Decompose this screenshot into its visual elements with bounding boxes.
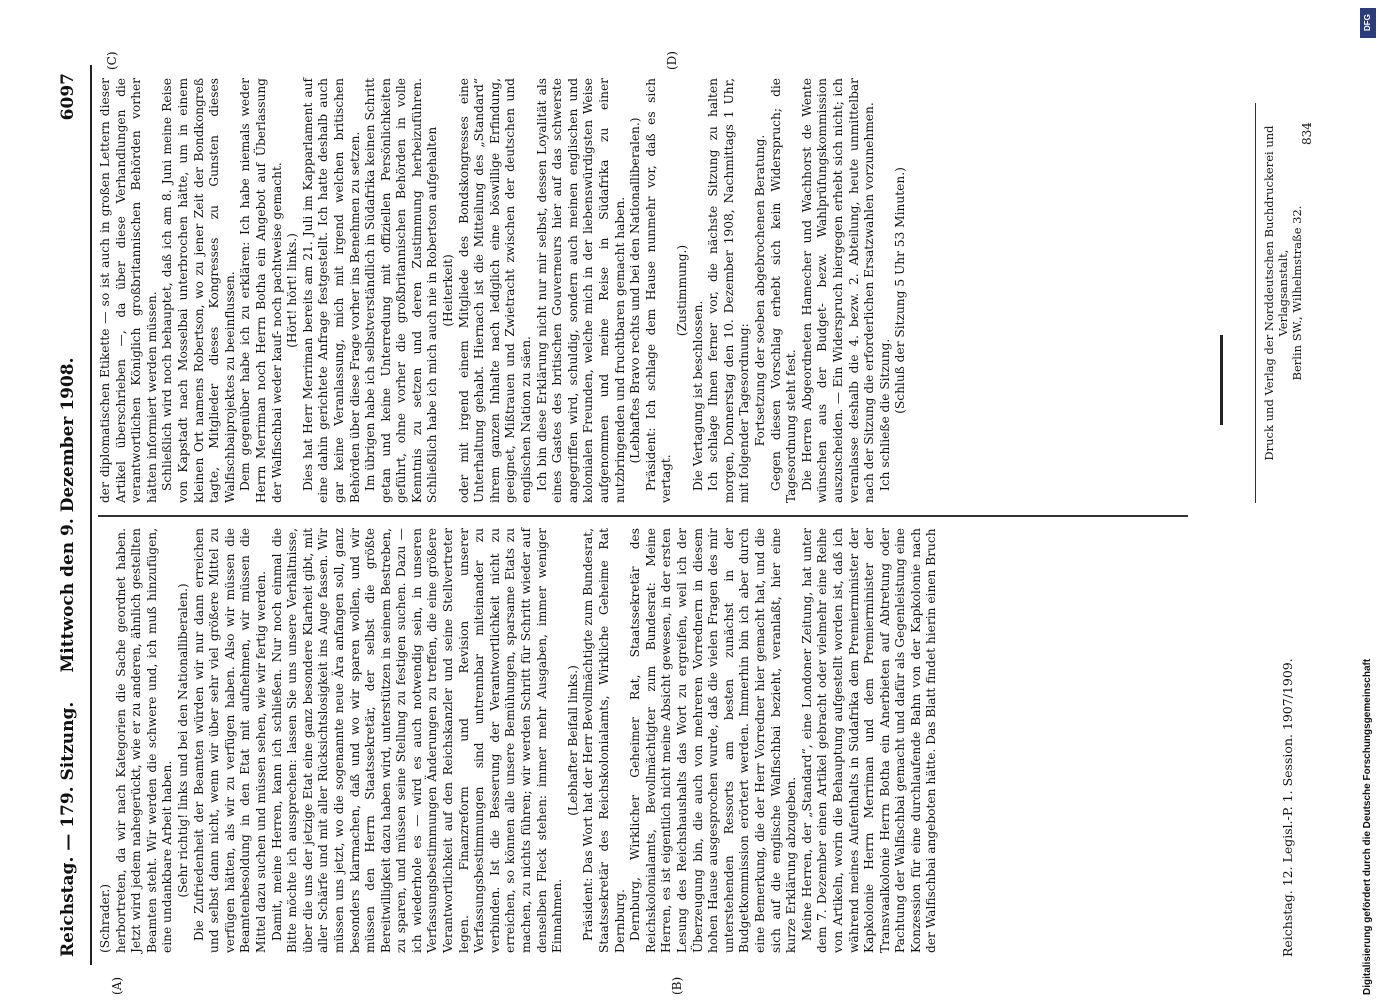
margin-marker-a: (A) (110, 976, 124, 995)
paragraph: (Lebhaftes Bravo rechts und bei den Nationalliberalen.) (628, 117, 643, 464)
footer-page-number: 834 (1300, 122, 1314, 145)
header-rule (90, 65, 92, 965)
paragraph: (Hört! hört! links.) (285, 233, 300, 348)
paragraph: Fortsetzung der soeben abgebrochenen Beratung. (752, 134, 767, 447)
paragraph: Ich schließe die Sitzung. (877, 338, 892, 491)
paragraph: (Zustimmung.) (674, 244, 689, 337)
paragraph: Dernburg, Wirklicher Geheimer Rat, Staatssekretär des Reichskolonialamts, Bevollmächtigter zum Bundesrat: Meine Herren, es ist eigentlich nicht meine Absicht gewesen, in der ersten Lesung des Reichshaushalts das Wort zu ergreifen, weil ich der Überzeugung bin, die auch von mehreren Vorrednern in diesem hohen Hause ausgesprochen wurde, daß die vielen Fragen des mir unterstehenden Ressorts am besten zunächst in der Budgetkommission erörtert werden. Immerhin bin ich aber durch eine Bemerkung, die der Herr Vorredner hier gemacht hat, und die sich auf die englische Walfischbai bezieht, veranlaßt, hier eine kurze Erklärung abzugeben. (628, 528, 799, 953)
paragraph: der diplomatischen Etikette — so ist auch in großen Lettern dieser Artikel überschrieben —, da über diese Verhandlungen die verantwortlichen Königlich großbritannischen Behörden vorher hätten informiert werden müssen. (98, 78, 159, 503)
margin-marker-d: (D) (665, 51, 679, 70)
paragraph: Die Zufriedenheit der Beamten würden wir nur dann erreichen und selbst dann nicht, wenn wir über sehr viel größere Mittel zu verfügen hätten, als wir zu verfügen haben. Also wir müssen die Beamtenbesoldung in den Etat mit aufnehmen, wir müssen die Mittel dazu suchen und müssen sehen, wie wir fertig werden. (191, 528, 268, 953)
printer-line-1: Druck und Verlag der Norddeutschen Buchdruckerei und Verlagsanstalt, (1262, 125, 1290, 461)
left-column (98, 528, 940, 953)
header-page-number: 6097 (58, 73, 78, 121)
printer-line-2: Berlin SW., Wilhelmstraße 32. (1290, 205, 1304, 381)
paragraph: Damit, meine Herren, kann ich schließen. Nur noch einmal die Bitte möchte ich aussprechen: lassen Sie uns unsere Verhältnisse, über die uns der jetzige Etat eine ganz besondere Klarheit gibt, mit aller Schärfe und mit aller Rücksichtslosigkeit ins Auge fassen. Wir müssen uns jetzt, wo die sogenannte neue Ära anfangen soll, ganz besonders klarmachen, daß und wo wir sparen wollen, und wir müssen den Herrn Staatssekretär, der selbst die größte Bereitwilligkeit dazu haben wird, unterstützen in seinem Bestreben, zu sparen, und müssen seine Stellung zu festigen suchen. Dazu — ich wiederhole es — wird es auch notwendig sein, in unseren Verfassungsbestimmungen Änderungen zu treffen, die eine größere Verantwortlichkeit auf den Reichskanzler und seine Stellvertreter legen. Finanzreform und Revision unserer Verfassungsbestimmungen sind untrennbar miteinander zu verbinden. Ist die Besserung der Verantwortlichkeit nicht zu erreichen, so können alle unsere Bemühungen, sparsame Etats zu machen, zu nichts führen; wir werden Schritt für Schritt wieder auf denselben Fleck stehen: immer mehr Ausgaben, immer weniger Einnahmen. (269, 528, 565, 953)
header-session: Reichstag. — 179. Sitzung. (58, 701, 78, 957)
margin-marker-c: (C) (105, 51, 119, 70)
dfg-logo: DFG (1360, 8, 1376, 38)
footer-rule (1255, 103, 1256, 503)
paragraph: Gegen diesen Vorschlag erhebt sich kein Widerspruch; die Tagesordnung steht fest. (768, 78, 799, 503)
footer-legislature: Reichstag. 12. Legisl.-P. 1. Session. 1907/1909. (1280, 658, 1295, 957)
page-footer (1262, 65, 1314, 965)
paragraph: (Schrader.) (98, 884, 112, 953)
footer-printer (1262, 83, 1304, 503)
rotated-document-page (50, 51, 1360, 995)
paragraph: Im übrigen habe ich selbstverständlich in Südafrika keinen Schritt getan und keine Unterredung mit offiziellen Persönlichkeiten geführt, ohne vorher die großbritannischen Behörden in volle Kenntnis zu setzen und deren Zustimmung herbeizuführen. Schließlich habe ich mich auch nie in Robertson aufgehalten (363, 78, 440, 503)
paragraph: (Sehr richtig! links und bei den Nationalliberalen.) (175, 583, 190, 898)
paragraph: (Heiterkeit) (441, 254, 456, 327)
right-column (98, 78, 909, 503)
end-rule (1220, 335, 1223, 425)
paragraph: oder mit irgend einem Mitgliede des Bondskongresses eine Unterhaltung gehabt. Hiernach ist die Mitteilung des „Standard“ ihrem ganzen Inhalte nach lediglich eine böswillige Erfindung, geeignet, Mißtrauen und Zwietracht zwischen der deutschen und englischen Nation zu säen. (456, 78, 534, 503)
column-divider (98, 516, 1188, 518)
paragraph: Ich schlage Ihnen ferner vor, die nächste Sitzung zu halten morgen, Donnerstag den 10. Dezember 1908, Nachmittags 1 Uhr, mit folgender Tagesordnung: (706, 78, 752, 503)
page-header (50, 65, 90, 965)
paragraph: Ich bin diese Erklärung nicht nur mir selbst, dessen Loyalität als eines Gastes des britischen Gouverneurs hier auf das schwerste angegriffen wird, schuldig, sondern auch meinen englischen und kolonialen Freunden, welche mich in der liebenswürdigsten Weise aufgenommen und meine Reise in Südafrika zu einer nutzbringenden und fruchtbaren gemacht haben. (534, 78, 627, 503)
paragraph: Präsident: Ich schlage dem Hause nunmehr vor, daß es sich vertagt. (643, 78, 674, 503)
paragraph: Präsident: Das Wort hat der Herr Bevollmächtigte zum Bundesrat, Staatssekretär des Reichskolonialamts, Wirkliche Geheime Rat Dernburg. (581, 528, 627, 953)
paragraph: (Lebhafter Beifall links.) (565, 665, 580, 816)
paragraph: Die Vertagung ist beschlossen. (690, 300, 705, 491)
paragraph: Dem gegenüber habe ich zu erklären: Ich habe niemals weder Herrn Merriman noch Herrn Botha ein Angebot auf Überlassung der Walfischbai weder kauf- noch pachtweise gemacht. (238, 78, 284, 503)
header-date: Mittwoch den 9. Dezember 1908. (58, 357, 78, 673)
digitization-note: Digitalisierung gefördert durch die Deutsche Forschungsgemeinschaft (1362, 658, 1373, 995)
paragraph: Dies hat Herr Merriman bereits am 21. Juli im Kapparlament auf eine dahin gerichtete Anfrage festgestellt. Ich hatte deshalb auch gar keine Veranlassung, mich mit irgend welchen britischen Behörden über diese Frage vorher ins Benehmen zu setzen. (300, 78, 362, 503)
paragraph: herbortreten, da wir nach Kategorien die Sache geordnet haben. Jetzt wird jedem nahegerückt, wie er zu anderen, ähnlich gestellten Beamten steht. Wir werden die schwere und, ich muß hinzufügen, eine undankbare Arbeit haben. (113, 528, 175, 953)
paragraph: (Schluß der Sitzung 5 Uhr 53 Minuten.) (893, 167, 908, 414)
paragraph: Schließlich wird noch behauptet, daß ich am 8. Juni meine Reise von Kapstadt nach Mosselbai unterbrochen hätte, um in einem kleinen Ort namens Robertson, wo zu jener Zeit der Bondkongreß tagte, Mitglieder dieses Kongresses zu Gunsten dieses Walfischbaiprojektes zu beeinflussen. (160, 78, 237, 503)
paragraph: Die Herren Abgeordneten Hamecher und Wachhorst de Wente wünschen aus der Budget- bezw. Wahlprüfungskommission auszuscheiden. — Ein Widerspruch hiergegen erhebt sich nicht; ich veranlasse deshalb die 4. bezw. 2. Abteilung, heute unmittelbar nach der Sitzung die erforderlichen Ersatzwahlen vorzunehmen. (799, 78, 877, 503)
paragraph: Meine Herren, der „Standard“, eine Londoner Zeitung, hat unter dem 7. Dezember einen Artikel gebracht oder vielmehr eine Reihe von Artikeln, worin die Behauptung aufgestellt worden ist, daß ich während meines Aufenthalts in Südafrika dem Premierminister der Kapkolonie Herrn Merriman und dem Premierminister der Transvaalkolonie Herrn Botha ein Anerbieten auf Abtretung oder Pachtung der Walfischbai gemacht und dafür als Gegenleistung eine Konzession für eine durchlaufende Bahn von der Kapkolonie nach der Walfischbai angeboten hätte. Das Blatt findet hierin einen Bruch (799, 528, 939, 953)
margin-marker-b: (B) (670, 976, 684, 995)
